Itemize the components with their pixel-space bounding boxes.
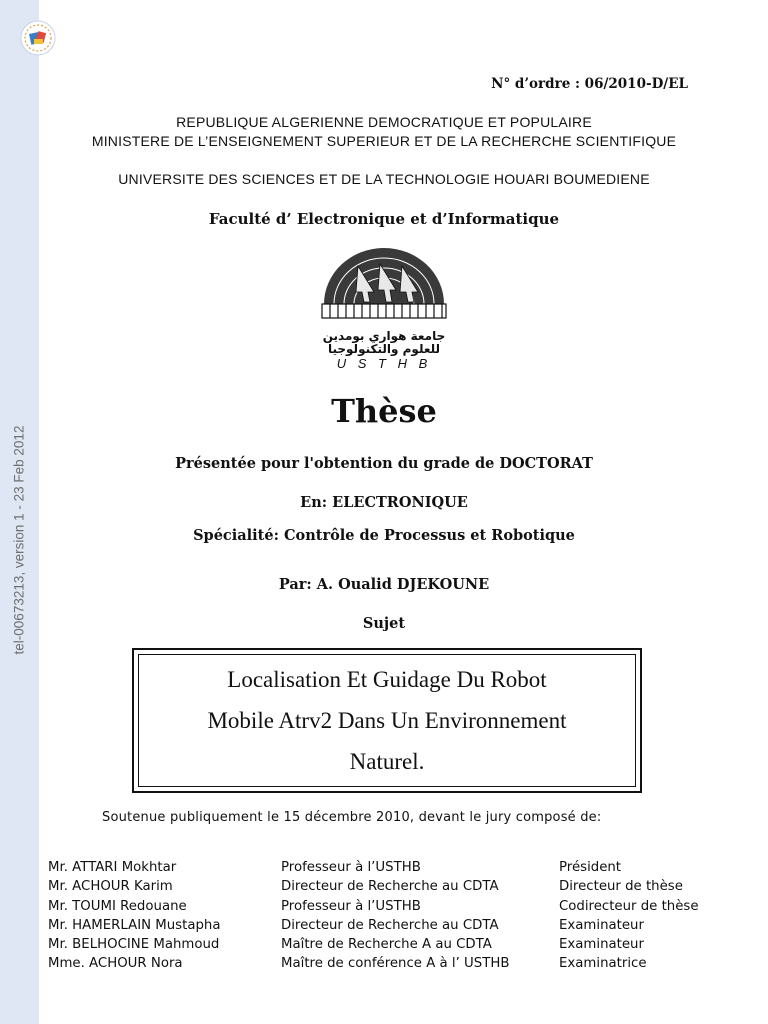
author-line: Par: A. Oualid DJEKOUNE — [278, 576, 490, 593]
usthb-logo — [318, 246, 450, 378]
jury-name: Mr. ATTARI Mokhtar — [48, 860, 177, 875]
jury-position: Professeur à l’USTHB — [281, 860, 421, 875]
field-line: En: ELECTRONIQUE — [300, 494, 468, 511]
jury-role: Examinatrice — [559, 956, 647, 972]
jury-role: Examinateur — [559, 937, 644, 953]
defense-statement: Soutenue publiquement le 15 décembre 2010, devant le jury composé de: — [102, 810, 602, 825]
specialty-line: Spécialité: Contrôle de Processus et Robotique — [193, 527, 575, 544]
jury-role: Examinateur — [559, 917, 644, 933]
jury-role: Directeur de thèse — [559, 879, 683, 895]
jury-name: Mr. BELHOCINE Mahmoud — [48, 937, 220, 953]
logo-arabic-line-1: جامعة هواري بومدين — [322, 329, 446, 343]
subject-box — [132, 648, 642, 793]
degree-line: Présentée pour l'obtention du grade de DOCTORAT — [175, 455, 593, 472]
subject-line-3: Naturel. — [349, 749, 425, 774]
university-line: UNIVERSITE DES SCIENCES ET DE LA TECHNOLOGIE HOUARI BOUMEDIENE — [118, 171, 650, 187]
subject-label: Sujet — [362, 615, 406, 632]
jury-role: Président — [559, 860, 622, 875]
subject-line-2: Mobile Atrv2 Dans Un Environnement — [207, 708, 567, 733]
jury-name: Mme. ACHOUR Nora — [48, 956, 183, 972]
republic-line: REPUBLIQUE ALGERIENNE DEMOCRATIQUE ET POPULAIRE — [176, 114, 592, 130]
jury-position: Directeur de Recherche au CDTA — [281, 879, 499, 895]
jury-position: Directeur de Recherche au CDTA — [281, 917, 499, 933]
usthb-emblem-icon — [318, 246, 450, 326]
jury-name: Mr. HAMERLAIN Mustapha — [48, 917, 221, 933]
jury-name: Mr. TOUMI Redouane — [48, 898, 187, 914]
jury-position: Maître de Recherche A au CDTA — [281, 937, 492, 953]
jury-position: Professeur à l’USTHB — [281, 898, 421, 914]
jury-name: Mr. ACHOUR Karim — [48, 879, 173, 895]
logo-acronym: U S T H B — [336, 356, 432, 371]
order-number: N° d’ordre : 06/2010-D/EL — [491, 76, 688, 92]
page-title: Thèse — [331, 392, 437, 430]
logo-arabic-line-2: للعلوم والتكنولوجيا — [327, 342, 441, 356]
hal-archive-logo-icon — [20, 20, 56, 56]
ministry-line: MINISTERE DE L’ENSEIGNEMENT SUPERIEUR ET DE LA RECHERCHE SCIENTIFIQUE — [91, 133, 677, 149]
faculty-line: Faculté d’ Electronique et d’Informatique — [208, 210, 560, 228]
jury-position: Maître de conférence A à l’ USTHB — [281, 956, 510, 972]
jury-role: Codirecteur de thèse — [559, 898, 699, 914]
subject-line-1: Localisation Et Guidage Du Robot — [227, 667, 547, 692]
archive-stamp: tel-00673213, version 1 - 23 Feb 2012 — [11, 425, 27, 655]
